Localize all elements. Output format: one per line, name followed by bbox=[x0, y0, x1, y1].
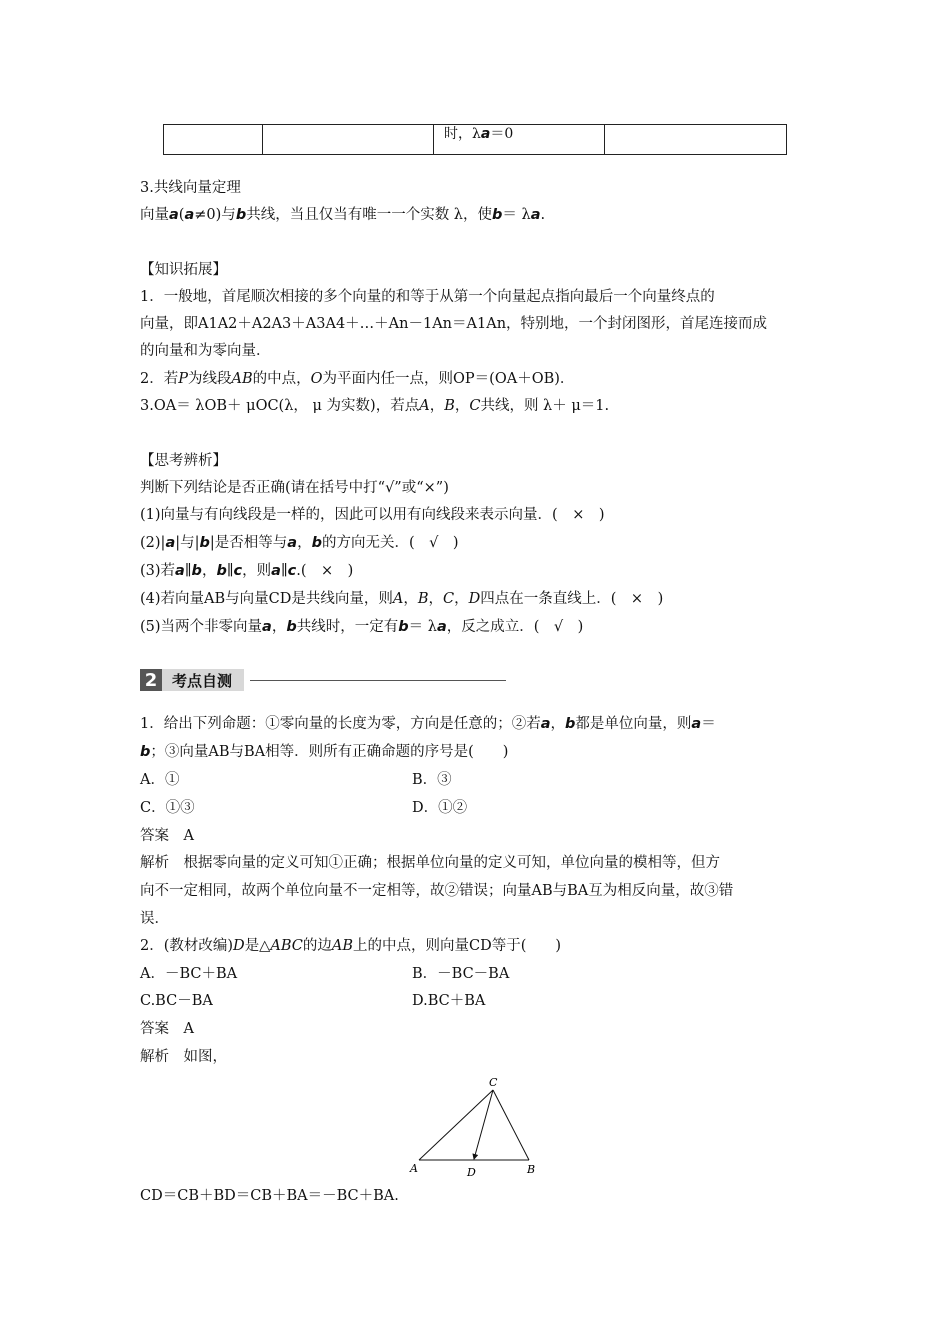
point-b: B bbox=[444, 398, 455, 414]
q1-option-c: C．①③ bbox=[140, 800, 195, 816]
extension-line-2: 向量，即A1A2＋A2A3＋A3A4＋…＋An－1An＝A1An，特别地，一个封闭图形，首尾连接而成 bbox=[140, 316, 768, 332]
point-o: O bbox=[310, 371, 323, 387]
text: 的中点， bbox=[252, 371, 311, 387]
vector-a: a bbox=[287, 535, 298, 551]
q1-line-2 bbox=[140, 742, 508, 762]
q2-option-c: C.BC－BA bbox=[140, 993, 213, 1009]
point-d: D bbox=[233, 938, 245, 954]
vector-b: b bbox=[286, 619, 297, 635]
vector-a: a bbox=[691, 716, 702, 732]
judge-item-3 bbox=[140, 561, 353, 581]
vector-b: b bbox=[492, 207, 503, 223]
q1-option-d: D．①② bbox=[412, 800, 468, 816]
q2-option-d: D.BC＋BA bbox=[412, 993, 486, 1009]
label-a: A bbox=[410, 1162, 418, 1175]
table-cell-2 bbox=[263, 125, 434, 155]
theorem-statement bbox=[140, 205, 545, 225]
vector-a: a bbox=[165, 535, 176, 551]
text: 向量 bbox=[140, 207, 169, 223]
text: ＝ bbox=[701, 716, 716, 732]
text: (2)| bbox=[140, 535, 166, 551]
vector-c: c bbox=[287, 563, 297, 579]
text: ≠0)与 bbox=[194, 207, 236, 223]
vector-b: b bbox=[311, 535, 322, 551]
text: ，则 bbox=[242, 563, 272, 579]
table-cell-3-lambda: λ bbox=[472, 126, 481, 142]
vector-a: a bbox=[530, 207, 541, 223]
section-divider bbox=[250, 680, 506, 681]
text: ∥ bbox=[226, 563, 234, 579]
vector-a: a bbox=[184, 207, 195, 223]
judge-item-1: (1)向量与有向线段是一样的，因此可以用有向线段来表示向量．( × ) bbox=[140, 507, 605, 523]
table-cell-1 bbox=[164, 125, 263, 155]
text: 共线，当且仅当有唯一一个实数 λ，使 bbox=[246, 207, 493, 223]
section-number-badge: 2 bbox=[140, 669, 162, 691]
point-c: C bbox=[469, 398, 481, 414]
text: |与| bbox=[175, 535, 200, 551]
q1-analysis-3: 误． bbox=[140, 911, 169, 927]
q1-option-b: B．③ bbox=[412, 772, 452, 788]
text: (4)若向量AB与向量CD是共线向量，则 bbox=[140, 591, 393, 607]
section-title: 考点自测 bbox=[162, 669, 244, 691]
segment-ab: AB bbox=[331, 938, 353, 954]
text: ( bbox=[178, 207, 185, 223]
table-cell-3-equals: ＝0 bbox=[490, 126, 514, 142]
section-header bbox=[140, 668, 506, 692]
text: ；③向量AB与BA相等．则所有正确命题的序号是( ) bbox=[150, 744, 509, 760]
segment-bc-line bbox=[493, 1090, 529, 1160]
text: .( × ) bbox=[296, 563, 354, 579]
text: 的方向无关．( √ ) bbox=[321, 535, 459, 551]
text: 共线，则 λ＋ μ＝1. bbox=[480, 398, 610, 414]
point-a: A bbox=[419, 398, 430, 414]
vector-a: a bbox=[436, 619, 447, 635]
text: 3.OA＝ λOB＋ μOC(λ， μ 为实数)，若点 bbox=[140, 398, 420, 414]
q1-analysis-2: 向不一定相同，故两个单位向量不一定相等，故②错误；向量AB与BA互为相反向量，故③错 bbox=[140, 883, 734, 899]
text: 为平面内任一点，则OP＝(OA＋OB)． bbox=[322, 371, 575, 387]
text: 四点在一条直线上．( × ) bbox=[480, 591, 664, 607]
text: ＝ λ bbox=[502, 207, 531, 223]
text: ， bbox=[201, 563, 217, 579]
extension-line-3: 的向量和为零向量． bbox=[140, 343, 271, 359]
q2-analysis: 解析 如图， bbox=[140, 1049, 227, 1065]
definition-table-row bbox=[163, 124, 787, 155]
vector-b: b bbox=[199, 535, 210, 551]
vector-a: a bbox=[540, 716, 551, 732]
knowledge-extension-heading: 【知识拓展】 bbox=[140, 262, 227, 278]
vector-b: b bbox=[140, 744, 151, 760]
point-a: A bbox=[392, 591, 404, 607]
table-cell-3-vector: a bbox=[480, 126, 491, 142]
table-cell-3-text: 时， bbox=[444, 126, 472, 142]
text: 2．若 bbox=[140, 371, 179, 387]
text: ， bbox=[550, 716, 566, 732]
text: ， bbox=[454, 398, 470, 414]
vector-a: a bbox=[271, 563, 281, 579]
text: ＝ λ bbox=[408, 619, 437, 635]
text: ， bbox=[454, 591, 469, 607]
vector-a: a bbox=[262, 619, 272, 635]
q2-option-a: A．－BC＋BA bbox=[140, 966, 238, 982]
table-cell-3 bbox=[434, 125, 605, 155]
text: 的边 bbox=[302, 938, 332, 954]
vector-b: b bbox=[216, 563, 227, 579]
thinking-heading: 【思考辨析】 bbox=[140, 453, 227, 469]
judge-item-5 bbox=[140, 617, 583, 637]
judge-intro: 判断下列结论是否正确(请在括号中打“√”或“×”) bbox=[140, 480, 449, 496]
segment-ab: AB bbox=[231, 371, 253, 387]
text: 是△ bbox=[244, 938, 271, 954]
vector-a: a bbox=[175, 563, 185, 579]
q1-line-1 bbox=[140, 714, 716, 734]
q2-final-equation: CD＝CB＋BD＝CB＋BA＝－BC＋BA. bbox=[140, 1188, 399, 1204]
text: . bbox=[540, 207, 546, 223]
text: ， bbox=[429, 398, 445, 414]
q1-analysis-1: 解析 根据零向量的定义可知①正确；根据单位向量的定义可知，单位向量的模相等，但方 bbox=[140, 855, 720, 871]
text: ， bbox=[428, 591, 444, 607]
judge-item-2 bbox=[140, 533, 459, 553]
extension-line-5 bbox=[140, 396, 609, 416]
text: |是否相等与 bbox=[209, 535, 288, 551]
vector-b: b bbox=[398, 619, 409, 635]
point-p: P bbox=[178, 371, 188, 387]
vector-a: a bbox=[169, 207, 179, 223]
vector-b: b bbox=[565, 716, 576, 732]
text: 2．(教材改编) bbox=[140, 938, 234, 954]
extension-line-4 bbox=[140, 369, 574, 389]
vector-cd-arrow bbox=[474, 1090, 493, 1159]
point-c: C bbox=[443, 591, 455, 607]
theorem-title: 3.共线向量定理 bbox=[140, 180, 241, 196]
text: 1．给出下列命题：①零向量的长度为零，方向是任意的；②若 bbox=[140, 716, 541, 732]
text: 上的中点，则向量CD等于( ) bbox=[352, 938, 562, 954]
text: 为线段 bbox=[188, 371, 232, 387]
judge-item-4 bbox=[140, 589, 663, 609]
q1-answer: 答案 A bbox=[140, 828, 194, 844]
segment-ac-line bbox=[419, 1090, 493, 1160]
label-d: D bbox=[467, 1166, 476, 1179]
label-b: B bbox=[527, 1163, 536, 1176]
q2-answer: 答案 A bbox=[140, 1021, 194, 1037]
point-b: B bbox=[417, 591, 429, 607]
triangle-figure bbox=[405, 1074, 545, 1180]
text: 都是单位向量，则 bbox=[575, 716, 692, 732]
text: ， bbox=[297, 535, 312, 551]
triangle-abc: ABC bbox=[270, 938, 303, 954]
text: ∥ bbox=[280, 563, 288, 579]
table-cell-4 bbox=[605, 125, 787, 155]
q2-line-1 bbox=[140, 936, 561, 956]
text: ，反之成立．( √ ) bbox=[446, 619, 584, 635]
vector-b: b bbox=[191, 563, 202, 579]
point-d: D bbox=[468, 591, 481, 607]
vector-b: b bbox=[235, 207, 247, 223]
text: (3)若 bbox=[140, 563, 176, 579]
label-c: C bbox=[489, 1076, 498, 1089]
text: (5)当两个非零向量 bbox=[140, 619, 263, 635]
extension-line-1: 1．一般地，首尾顺次相接的多个向量的和等于从第一个向量起点指向最后一个向量终点的 bbox=[140, 289, 715, 305]
q1-option-a: A．① bbox=[140, 772, 180, 788]
text: ， bbox=[271, 619, 287, 635]
text: ∥ bbox=[184, 563, 192, 579]
text: ， bbox=[403, 591, 418, 607]
vector-c: c bbox=[233, 563, 243, 579]
text: 共线时，一定有 bbox=[296, 619, 399, 635]
q2-option-b: B．－BC－BA bbox=[412, 966, 510, 982]
